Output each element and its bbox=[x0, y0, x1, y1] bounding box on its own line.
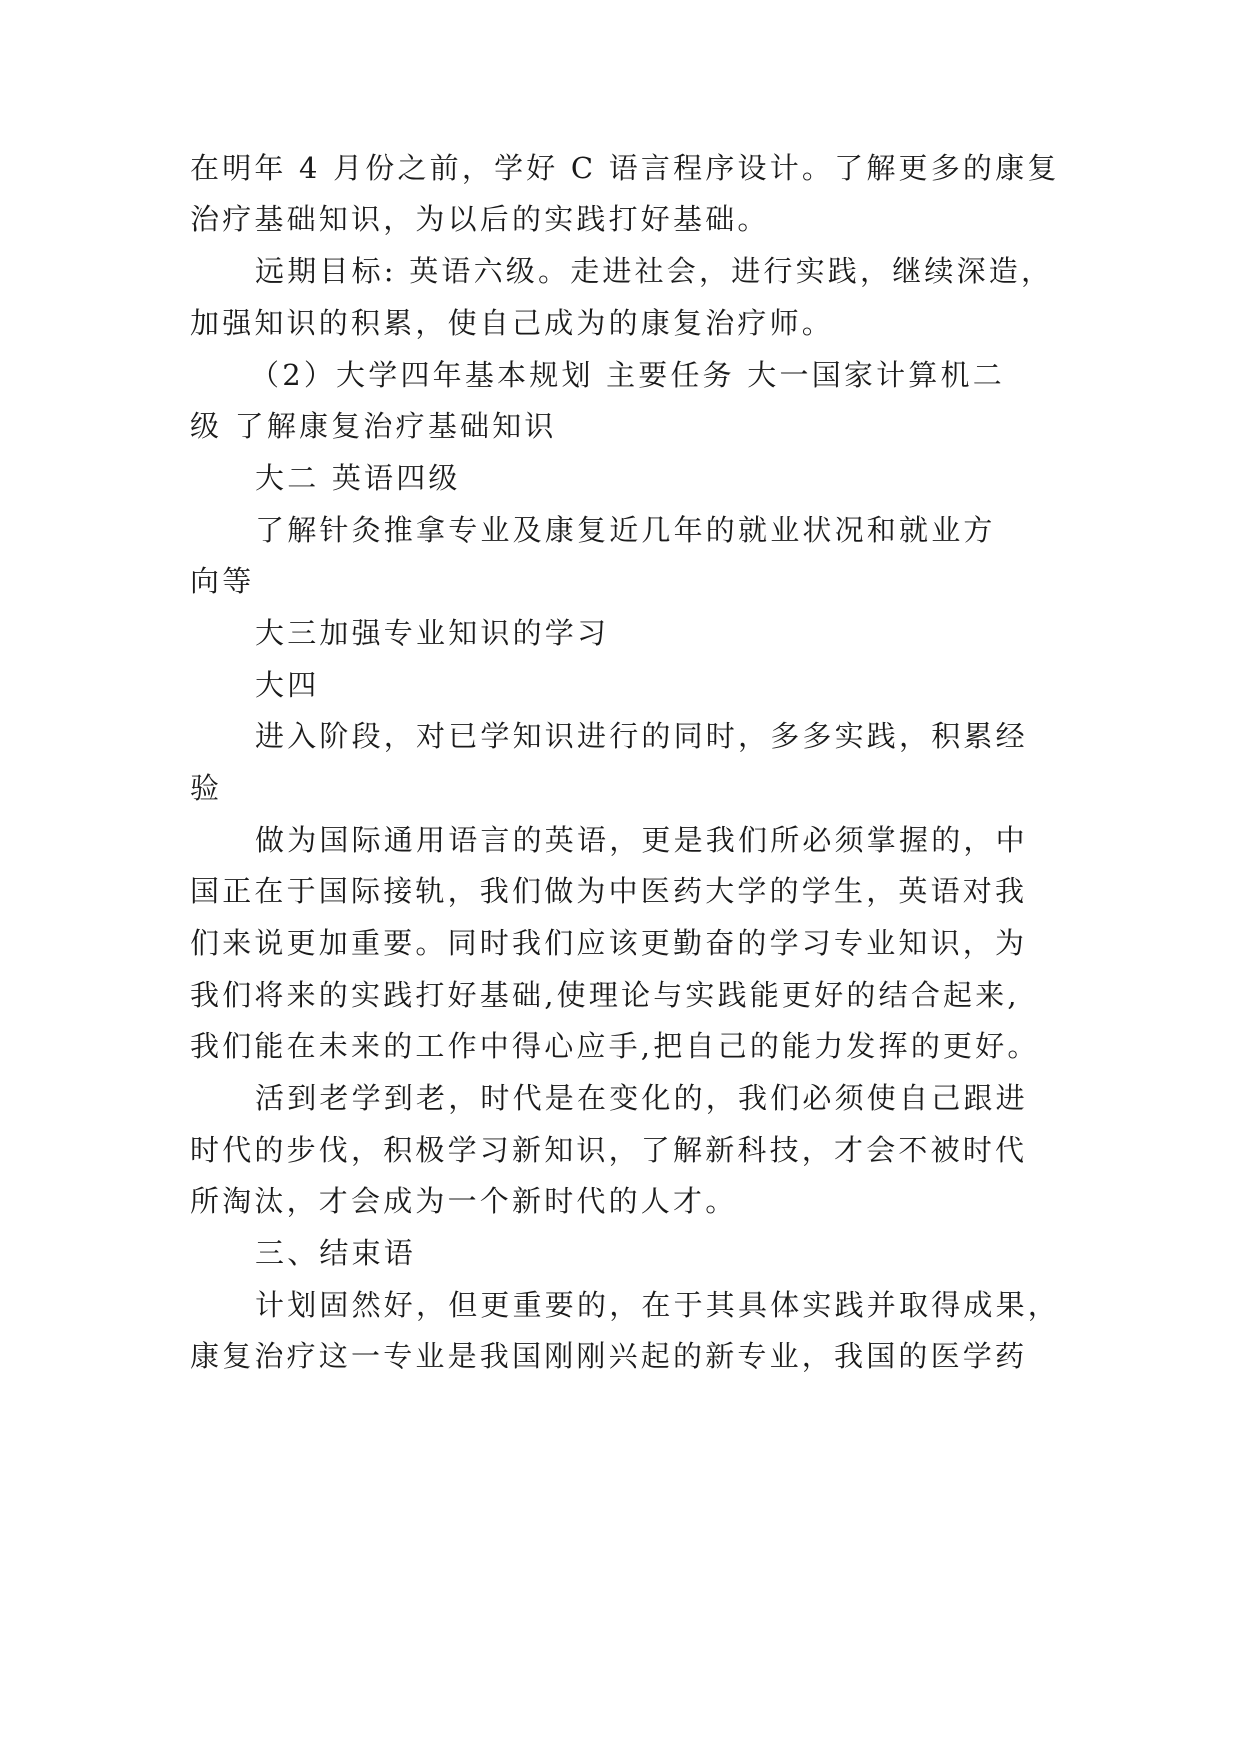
text-line: 大二 英语四级 bbox=[255, 461, 461, 495]
text-line: 大三加强专业知识的学习 bbox=[255, 616, 610, 650]
section-heading: 三、结束语 bbox=[255, 1236, 417, 1270]
text-line: 验 bbox=[190, 771, 223, 805]
text-line: 远期目标: 英语六级。走进社会，进行实践，继续深造， bbox=[255, 254, 1054, 288]
text-line: 加强知识的积累，使自己成为的康复治疗师。 bbox=[190, 306, 835, 340]
text-line: 康复治疗这一专业是我国刚刚兴起的新专业，我国的医学药 bbox=[190, 1339, 1028, 1373]
text-line: 进入阶段，对已学知识进行的同时，多多实践，积累经 bbox=[255, 719, 1028, 753]
text-line: 大四 bbox=[255, 668, 320, 702]
text-line: 国正在于国际接轨，我们做为中医药大学的学生，英语对我 bbox=[190, 874, 1028, 908]
text-line: 级 了解康复治疗基础知识 bbox=[190, 409, 557, 443]
text-line: 活到老学到老，时代是在变化的，我们必须使自己跟进 bbox=[255, 1081, 1028, 1115]
text-line: 治疗基础知识，为以后的实践打好基础。 bbox=[190, 202, 770, 236]
text-line: 时代的步伐，积极学习新知识，了解新科技，才会不被时代 bbox=[190, 1133, 1028, 1167]
text-line: 了解针灸推拿专业及康复近几年的就业状况和就业方 bbox=[255, 513, 996, 547]
text-line: 所淘汰，才会成为一个新时代的人才。 bbox=[190, 1184, 738, 1218]
text-line: 我们将来的实践打好基础,使理论与实践能更好的结合起来, bbox=[190, 978, 1020, 1012]
text-line: 们来说更加重要。同时我们应该更勤奋的学习专业知识，为 bbox=[190, 926, 1028, 960]
text-line: 计划固然好，但更重要的，在于其具体实践并取得成果， bbox=[255, 1288, 1061, 1322]
text-line: 向等 bbox=[190, 564, 255, 598]
text-line: 我们能在未来的工作中得心应手,把自己的能力发挥的更好。 bbox=[190, 1029, 1040, 1063]
text-line: （2）大学四年基本规划 主要任务 大一国家计算机二 bbox=[250, 358, 1005, 392]
text-line: 在明年 4 月份之前，学好 C 语言程序设计。了解更多的康复 bbox=[190, 151, 1060, 185]
text-line: 做为国际通用语言的英语，更是我们所必须掌握的，中 bbox=[255, 823, 1028, 857]
